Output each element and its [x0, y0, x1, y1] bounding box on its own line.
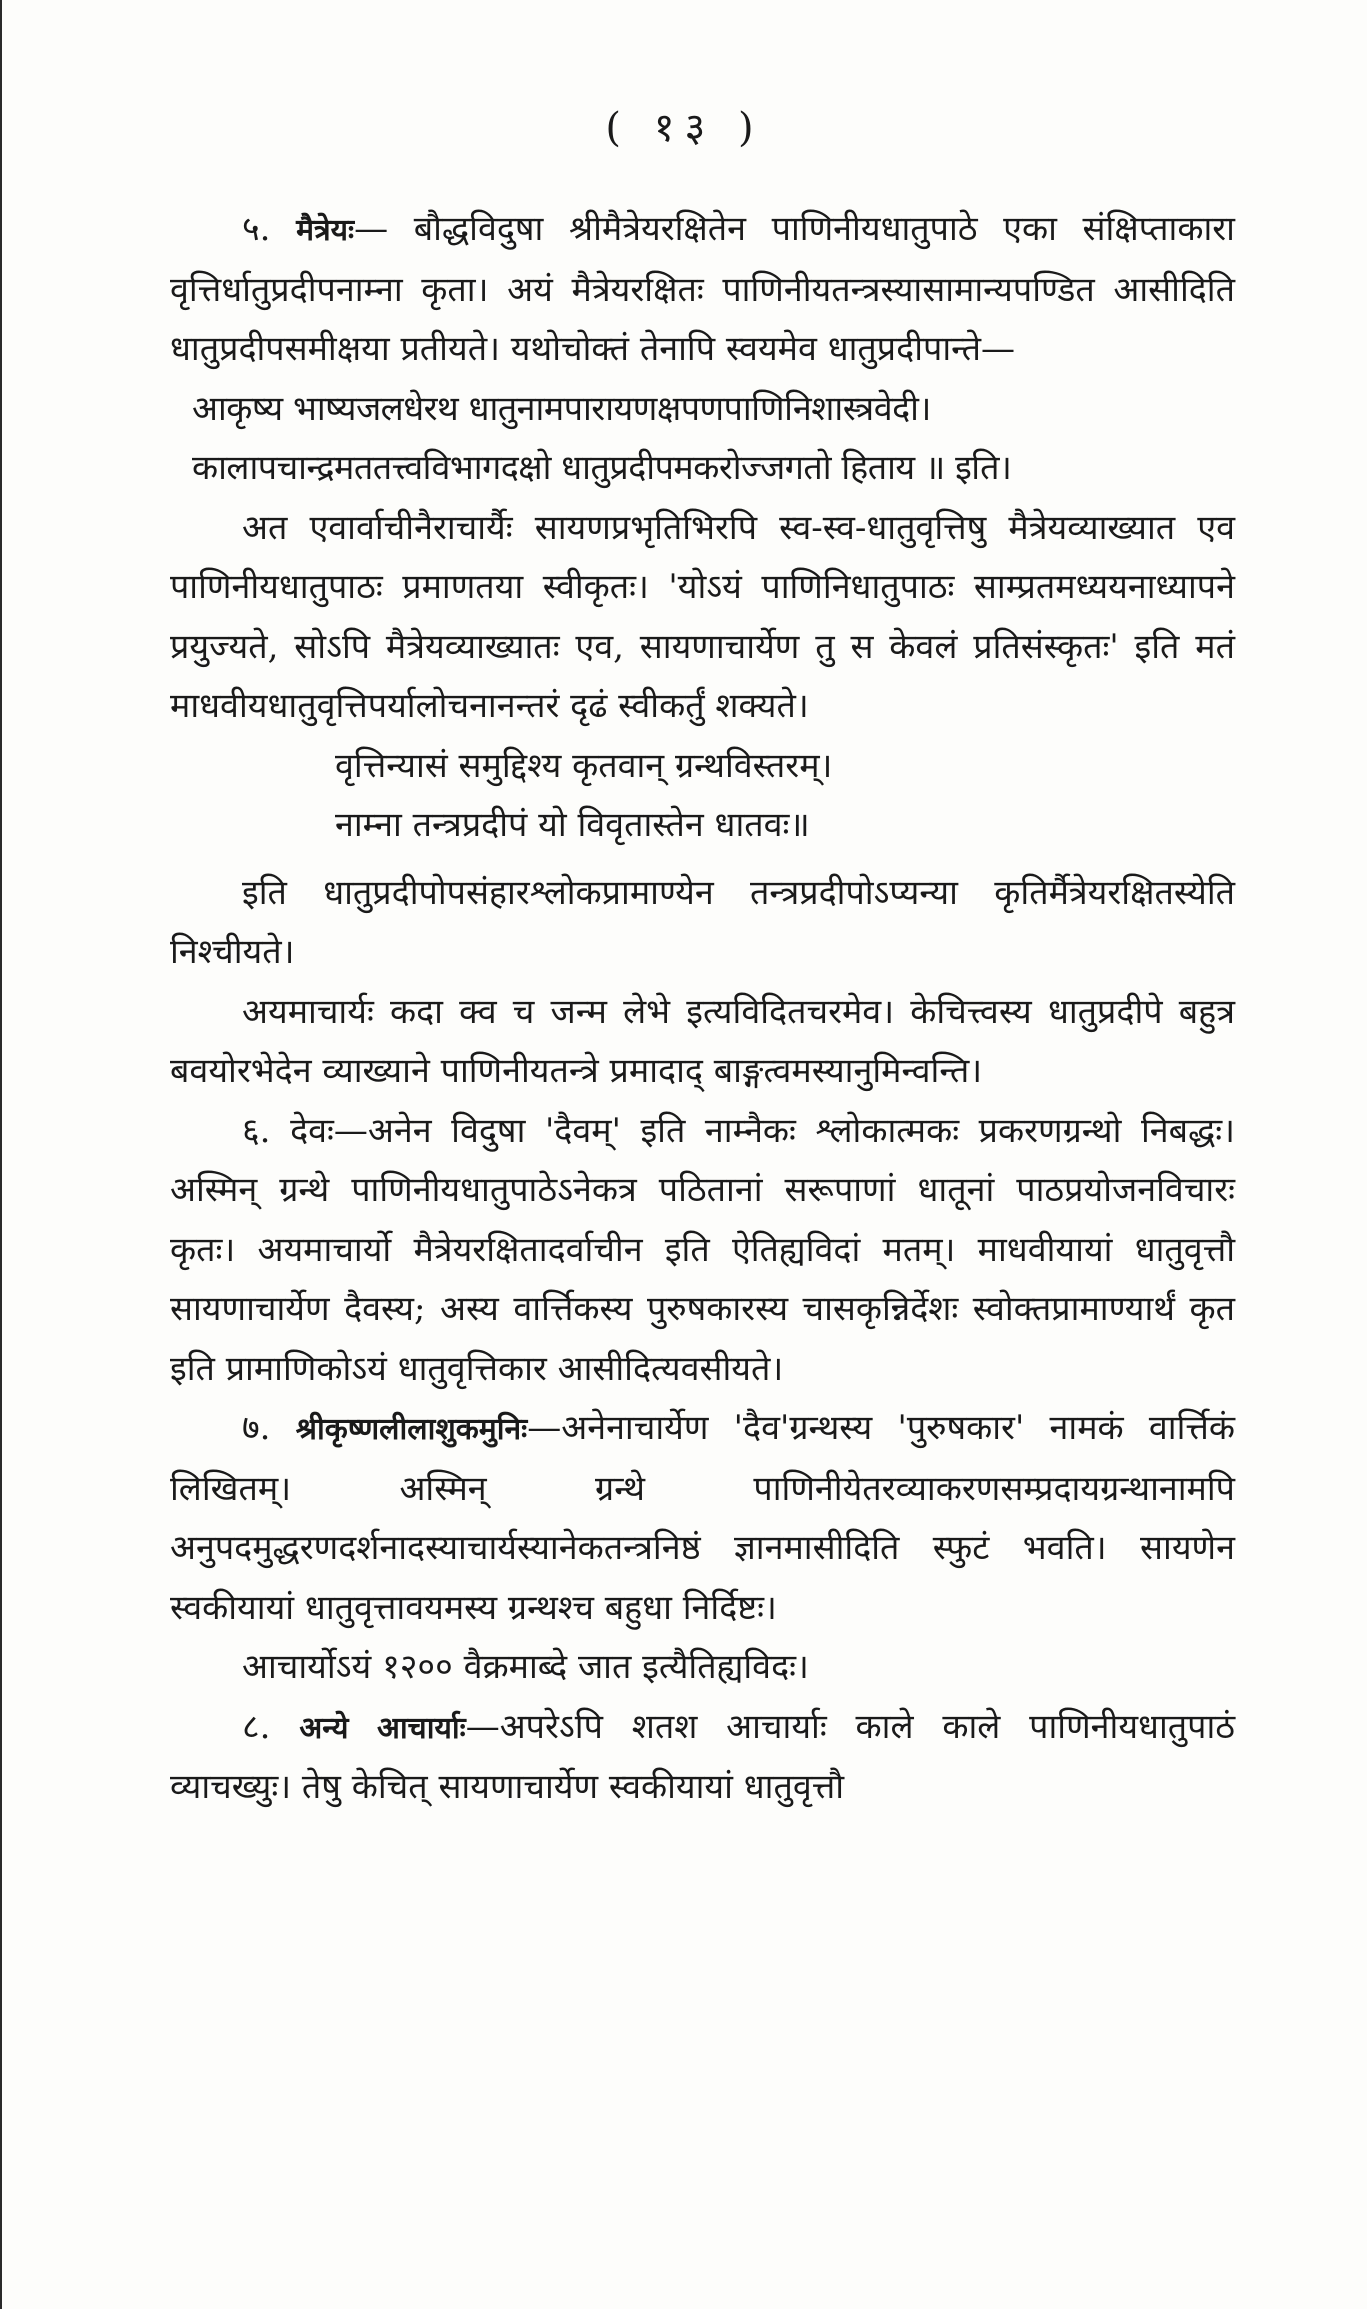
paragraph-text: —अनेनाचार्येण 'दैव'ग्रन्थस्य 'पुरुषकार' नामकं वार्त्तिकं लिखितम्। अस्मिन् ग्रन्थे पाणिनीयेतरव्याकरणसम्प्रदायग्रन्थानामपि अनुपदमुद्धरणदर्शनादस्याचार्यस्यानेकतन्त्रनिष्ठं ज्ञानमासीदिति स्फुटं भवति। सायणेन स्वकीयायां धातुवृत्तावयमस्य ग्रन्थश्च बहुधा निर्दिष्टः।	[170, 1408, 1235, 1628]
paragraph-text: — बौद्धविदुषा श्रीमैत्रेयरक्षितेन पाणिनीयधातुपाठे एका संक्षिप्ताकारा वृत्तिर्धातुप्रदीपनाम्ना कृता। अयं मैत्रेयरक्षितः पाणिनीयतन्त्रस्यासामान्यपण्डित आसीदिति धातुप्रदीपसमीक्षया प्रतीयते। यथोचोक्तं तेनापि स्वयमेव धातुप्रदीपान्ते—	[170, 209, 1235, 369]
paragraph-text: अत एवार्वाचीनैराचार्यैः सायणप्रभृतिभिरपि स्व-स्व-धातुवृत्तिषु मैत्रेयव्याख्यात एव पाणिनीयधातुपाठः प्रमाणतया स्वीकृतः। 'योऽयं पाणिनिधातुपाठः साम्प्रतमध्ययनाध्यापने प्रयुज्यते, सोऽपि मैत्रेयव्याख्यातः एव, सायणाचार्येण तु स केवलं प्रतिसंस्कृतः' इति मतं माधवीयधातुवृत्तिपर्यालोचनानन्तरं दृढं स्वीकर्तुं शक्यते।	[170, 507, 1235, 726]
section-number: ५.	[242, 209, 271, 249]
section-heading: मैत्रेयः	[296, 213, 355, 248]
paragraph-text: —अपरेऽपि शतश आचार्याः काले काले पाणिनीयधातुपाठं व्याचख्युः। तेषु केचित् सायणाचार्येण स्वकीयायां धातुवृत्तौ	[170, 1706, 1236, 1807]
section-heading: देवः	[290, 1110, 334, 1151]
paragraph-text: आचार्योऽयं १२०० वैक्रमाब्दे जात इत्यैतिह्यविदः।	[242, 1647, 809, 1687]
paragraph-text: —अनेन विदुषा 'दैवम्' इति नाम्नैकः श्लोकात्मकः प्रकरणग्रन्थो निबद्धः। अस्मिन् ग्रन्थे पाणिनीयधातुपाठेऽनेकत्र पठितानां सरूपाणां धातूनां पाठप्रयोजनविचारः कृतः। अयमाचार्यो मैत्रेयरक्षितादर्वाचीन इति ऐतिह्यविदां मतम्। माधवीयायां धातुवृत्तौ सायणाचार्येण दैवस्य; अस्य वार्त्तिकस्य पुरुषकारस्य चासकृन्निर्देशः स्वोक्तप्रामाण्यार्थं कृत इति प्रामाणिकोऽयं धातुवृत्तिकार आसीदित्यवसीयते।	[170, 1110, 1235, 1389]
page-number: ( १३ )	[605, 105, 764, 151]
paragraph-text: अयमाचार्यः कदा क्व च जन्म लेभे इत्यविदितचरमेव। केचित्त्वस्य धातुप्रदीपे बहुत्र बवयोरभेदेन व्याख्याने पाणिनीयतन्त्रे प्रमादाद् बाङ्गत्वमस्यानुमिन्वन्ति।	[170, 991, 1235, 1091]
page-body	[170, 200, 1235, 1818]
verse-line: आकृष्य भाष्यजलधेरथ धातुनामपारायणक्षपणपाणिनिशास्त्रवेदी।	[192, 388, 931, 429]
paragraph-other-acharyas	[170, 1698, 1235, 1818]
section-number: ८.	[242, 1706, 271, 1747]
section-number: ६.	[242, 1110, 271, 1151]
paragraph-deva	[170, 1102, 1235, 1400]
paragraph-krishnalilashuka	[170, 1399, 1235, 1638]
paragraph-text: इति धातुप्रदीपोपसंहारश्लोकप्रामाण्येन तन्त्रप्रदीपोऽप्यन्या कृतिर्मैत्रेयरक्षितस्येति निश्चीयते।	[170, 872, 1235, 972]
paragraph-maitreya	[170, 200, 1235, 380]
section-heading: श्रीकृष्णलीलाशुकमुनिः	[295, 1412, 528, 1447]
verse-line: नाम्ना तन्त्रप्रदीपं यो विवृतास्तेन धातवः॥	[335, 805, 810, 845]
section-heading: अन्ये आचार्याः	[299, 1710, 466, 1746]
verse-line: कालापचान्द्रमततत्त्वविभागदक्षो धातुप्रदीपमकरोज्जगतो हिताय ॥ इति।	[192, 448, 1012, 488]
verse-line: वृत्तिन्यासं समुद्दिश्य कृतवान् ग्रन्थविस्तरम्।	[335, 745, 833, 786]
section-number: ७.	[242, 1408, 271, 1448]
